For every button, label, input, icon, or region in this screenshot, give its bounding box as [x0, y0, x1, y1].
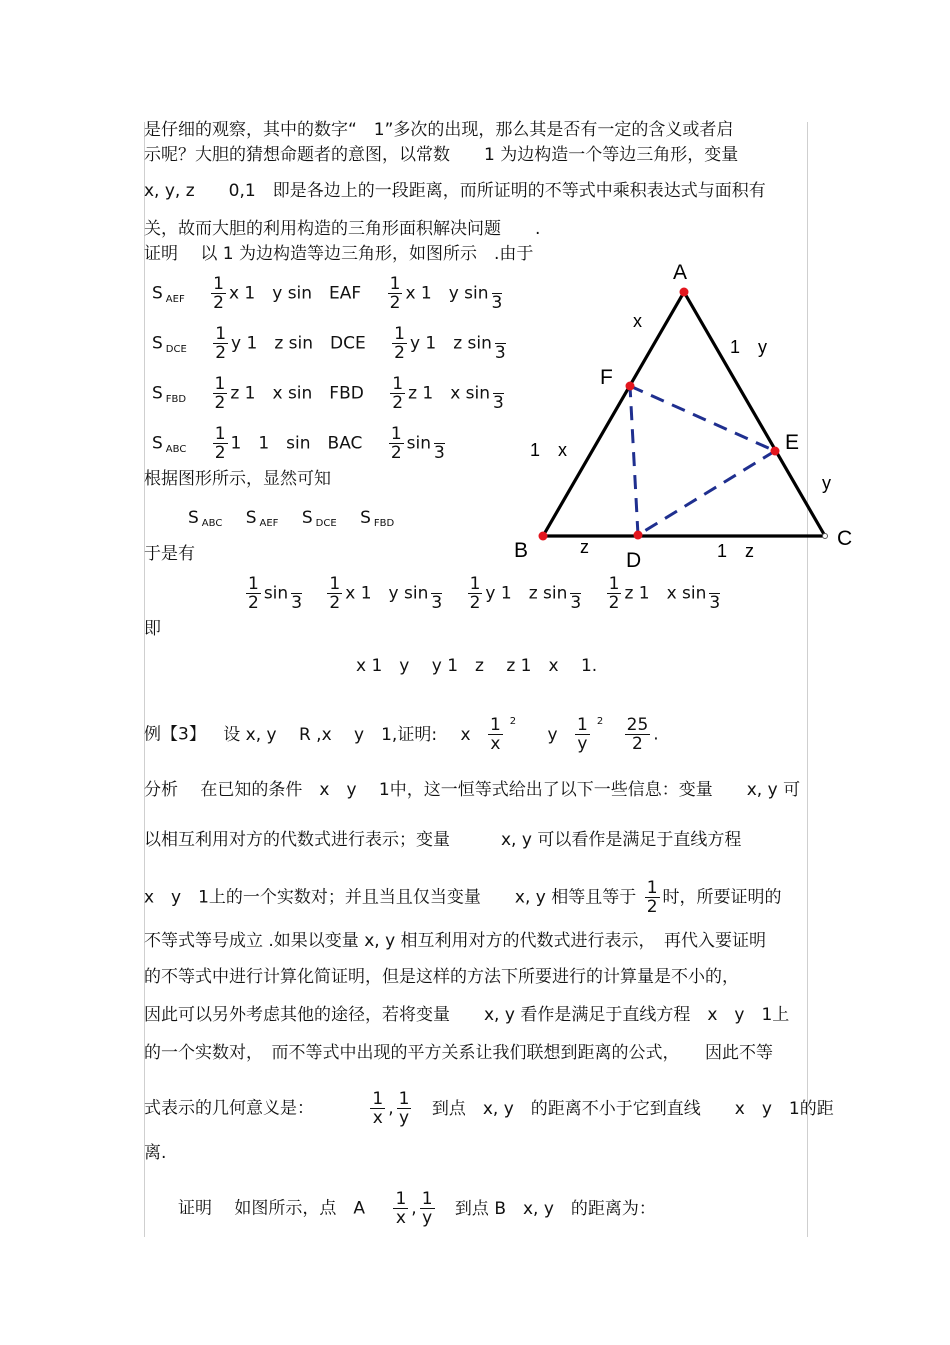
text-line: 根据图形所示，显然可知	[144, 469, 331, 489]
point-c	[823, 534, 828, 539]
text-line: 不等式等号成立 .如果以变量 x, y 相互利用对方的代数式进行表示， 再代入要证明	[144, 931, 767, 951]
area-formula-aef: S $_{AEF}$ $\frac{1}{2}$ x 1 y sin EAF $\frac{1}{2}$ x 1 y sin 3	[152, 274, 503, 313]
point-b	[539, 532, 548, 541]
segment-label-af: x	[633, 311, 642, 331]
proof-line: 证明 如图所示，点 A $\frac{1}{x}$ , $\frac{1}{y}$ 到点 B x, y 的距离为：	[178, 1189, 656, 1228]
area-formula-dce: S $_{DCE}$ $\frac{1}{2}$ y 1 z sin DCE $\frac{1}{2}$ y 1 z sin 3	[152, 324, 506, 363]
triangle-edges	[543, 292, 825, 536]
text-line: 因此可以另外考虑其他的途径，若将变量 x, y 看作是满足于直线方程 x y 1上	[144, 1005, 790, 1025]
point-a	[680, 288, 689, 297]
text-line: x y 1上的一个实数对；并且当且仅当变量 x, y 相等且等于 $\frac{1}{2}$ 时，所要证明的	[144, 878, 782, 917]
area-sum-relation: S $_{ABC}$ S $_{AEF}$ S $_{DCE}$ S $_{FBD}$	[188, 508, 395, 529]
text-line: 是仔细的观察，其中的数字“ 1”多次的出现，那么其是否有一定的含义或者启	[144, 120, 734, 140]
text-line: 关，故而大胆的利用构造的三角形面积解决问题 .	[144, 219, 541, 239]
area-formula-abc: S $_{ABC}$ $\frac{1}{2}$ 1 1 sin BAC $\frac{1}{2}$ sin 3	[152, 424, 445, 463]
segment-label-dc: 1 z	[717, 541, 755, 561]
label-e: E	[785, 431, 800, 454]
example-label: 例【3】	[144, 724, 206, 745]
segment-label-ec: y	[822, 473, 831, 493]
text-line: 离.	[144, 1143, 167, 1163]
area-formula-fbd: S $_{FBD}$ $\frac{1}{2}$ z 1 x sin FBD $\frac{1}{2}$ z 1 x sin 3	[152, 374, 504, 413]
inner-triangle-dashed	[630, 386, 775, 535]
label-b: B	[514, 539, 529, 562]
area-equation: $\frac{1}{2}$ sin 3 $\frac{1}{2}$ x 1 y sin 3 $\frac{1}{2}$ y 1 z sin 3 $\frac{1}{2}$ z 1 x sin 3	[248, 574, 721, 613]
text-line: 以相互利用对方的代数式进行表示；变量 x, y 可以看作是满足于直线方程	[144, 830, 742, 850]
text-line: 即	[144, 619, 161, 639]
dash-ed	[638, 451, 775, 535]
text-line: 于是有	[144, 544, 195, 564]
segment-label-bd: z	[580, 537, 589, 557]
label-a: A	[673, 261, 688, 284]
proof-heading-line: 证明 以 1 为边构造等边三角形，如图所示 .由于	[144, 244, 534, 264]
vertex-labels	[514, 261, 852, 572]
dash-fe	[630, 386, 775, 451]
point-f	[626, 382, 635, 391]
text-line: 分析 在已知的条件 x y 1中，这一恒等式给出了以下一些信息：变量 x, y 可	[144, 780, 801, 800]
result-inequality: x 1 y y 1 z z 1 x 1.	[356, 656, 598, 676]
segment-label-ae: 1 y	[730, 337, 768, 357]
label-f: F	[600, 366, 613, 389]
label-c: C	[837, 527, 853, 550]
text-line: 的不等式中进行计算化简证明，但是这样的方法下所要进行的计算量是不小的，	[144, 967, 739, 987]
text-line: 的一个实数对， 而不等式中出现的平方关系让我们联想到距离的公式， 因此不等	[144, 1043, 773, 1063]
text-line: 示呢？大胆的猜想命题者的意图，以常数 1 为边构造一个等边三角形，变量	[144, 145, 739, 165]
label-d: D	[626, 549, 642, 572]
edge-ac	[684, 292, 825, 536]
edge-ab	[543, 292, 684, 536]
text-line: 式表示的几何意义是： $\frac{1}{x}$ , $\frac{1}{y}$ 到点 x, y 的距离不小于它到直线 x y 1的距	[144, 1089, 834, 1128]
example-3: 例【3】 设 x, y R ,x y 1,证明: x $\frac{1}{x}$ $^2$ y $\frac{1}{y}$ $^2$ $\frac{25}{2}$ .	[144, 715, 659, 754]
point-e	[771, 447, 780, 456]
dash-df	[630, 386, 638, 535]
text-line: x, y, z 0,1 即是各边上的一段距离，而所证明的不等式中乘积表达式与面积有	[144, 181, 766, 201]
segment-label-fb: 1 x	[530, 440, 568, 460]
vertex-points	[539, 288, 828, 541]
point-d	[634, 531, 643, 540]
